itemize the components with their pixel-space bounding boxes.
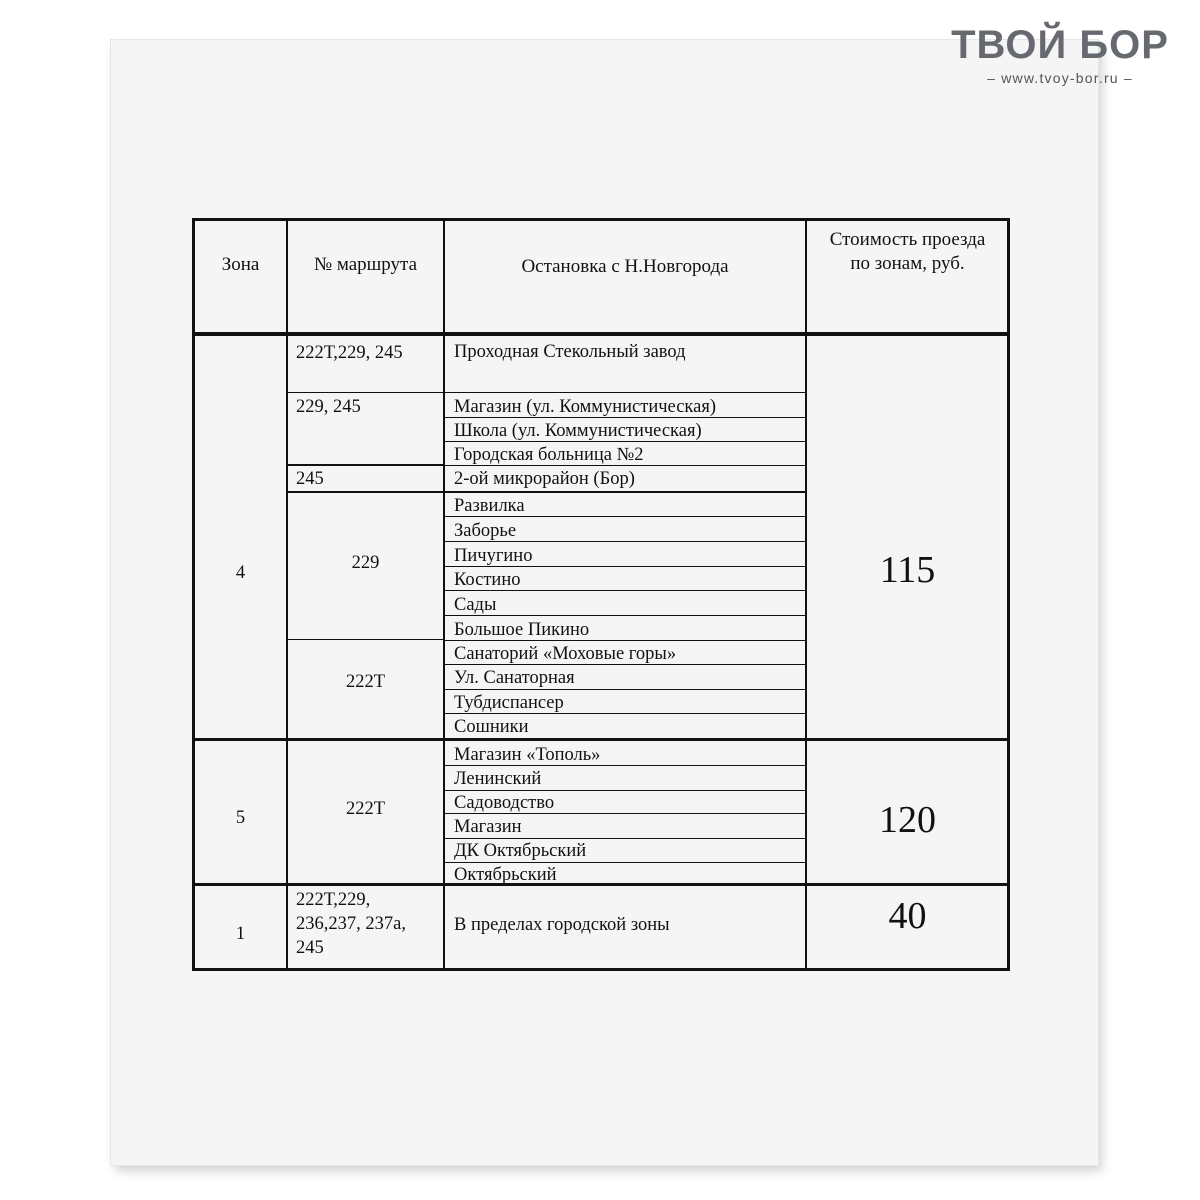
route-list: 222Т bbox=[345, 672, 386, 692]
stop-name: Проходная Стекольный завод bbox=[454, 342, 686, 362]
brand-title: ТВОЙ БОР bbox=[951, 23, 1169, 67]
stop-name: Магазин bbox=[454, 817, 522, 837]
route-list: 222Т bbox=[345, 799, 386, 819]
zone-price: 115 bbox=[879, 549, 936, 591]
zone-price: 120 bbox=[879, 799, 936, 841]
table-border-top bbox=[192, 218, 1010, 221]
zone-number: 5 bbox=[235, 808, 246, 828]
table-border-left bbox=[192, 218, 195, 971]
stop-name: Школа (ул. Коммунистическая) bbox=[454, 421, 702, 441]
route-list: 229, 245 bbox=[296, 397, 361, 417]
stop-name: Пичугино bbox=[454, 546, 533, 566]
stop-divider bbox=[444, 615, 806, 616]
header-route: № маршрута bbox=[313, 254, 418, 275]
zone-number: 4 bbox=[235, 563, 246, 583]
route-divider bbox=[287, 491, 444, 493]
stop-name: Санаторий «Моховые горы» bbox=[454, 644, 677, 664]
zone-number: 1 bbox=[235, 924, 246, 944]
stop-name: ДК Октябрьский bbox=[454, 841, 587, 861]
header-price: Стоимость проезда по зонам, руб. bbox=[829, 229, 986, 274]
stop-name: Магазин «Тополь» bbox=[454, 745, 601, 765]
route-divider bbox=[287, 464, 444, 466]
route-list: 222Т,229, 236,237, 237а, 245 bbox=[296, 890, 406, 958]
route-divider bbox=[287, 639, 444, 640]
header-zone: Зона bbox=[221, 254, 260, 275]
stop-name: В пределах городской зоны bbox=[454, 915, 670, 935]
stop-divider bbox=[444, 392, 806, 393]
route-list: 222Т,229, 245 bbox=[296, 343, 403, 363]
column-divider-zone bbox=[286, 218, 288, 971]
zone-price: 40 bbox=[888, 895, 927, 937]
stop-name: Сошники bbox=[454, 717, 529, 737]
column-divider-stop bbox=[805, 218, 807, 971]
stop-name: Заборье bbox=[454, 521, 517, 541]
stop-name: Октябрьский bbox=[454, 865, 557, 885]
brand-url: – www.tvoy-bor.ru – bbox=[987, 70, 1133, 86]
stop-name: Развилка bbox=[454, 496, 525, 516]
stop-name: 2-ой микрорайон (Бор) bbox=[454, 469, 635, 489]
table-border-bottom bbox=[192, 968, 1010, 971]
document-page bbox=[111, 40, 1098, 1165]
stop-name: Городская больница №2 bbox=[454, 445, 644, 465]
table-border-right bbox=[1007, 218, 1010, 971]
route-divider bbox=[287, 392, 444, 393]
stop-name: Ул. Санаторная bbox=[454, 668, 575, 688]
stop-name: Ленинский bbox=[454, 769, 542, 789]
stop-name: Костино bbox=[454, 570, 521, 590]
stop-name: Большое Пикино bbox=[454, 620, 590, 640]
route-list: 229 bbox=[351, 553, 380, 573]
zone-divider-5-1 bbox=[192, 883, 1010, 886]
column-divider-route bbox=[443, 218, 445, 971]
stop-name: Магазин (ул. Коммунистическая) bbox=[454, 397, 717, 417]
brand-watermark bbox=[940, 22, 1180, 86]
stop-name: Тубдиспансер bbox=[454, 693, 564, 713]
header-divider bbox=[192, 332, 1010, 336]
route-list: 245 bbox=[296, 469, 324, 489]
stop-name: Сады bbox=[454, 595, 497, 615]
stop-name: Садоводство bbox=[454, 793, 555, 813]
stop-divider bbox=[444, 491, 806, 493]
header-stop: Остановка с Н.Новгорода bbox=[521, 256, 729, 277]
zone-divider-4-5 bbox=[192, 738, 1010, 741]
